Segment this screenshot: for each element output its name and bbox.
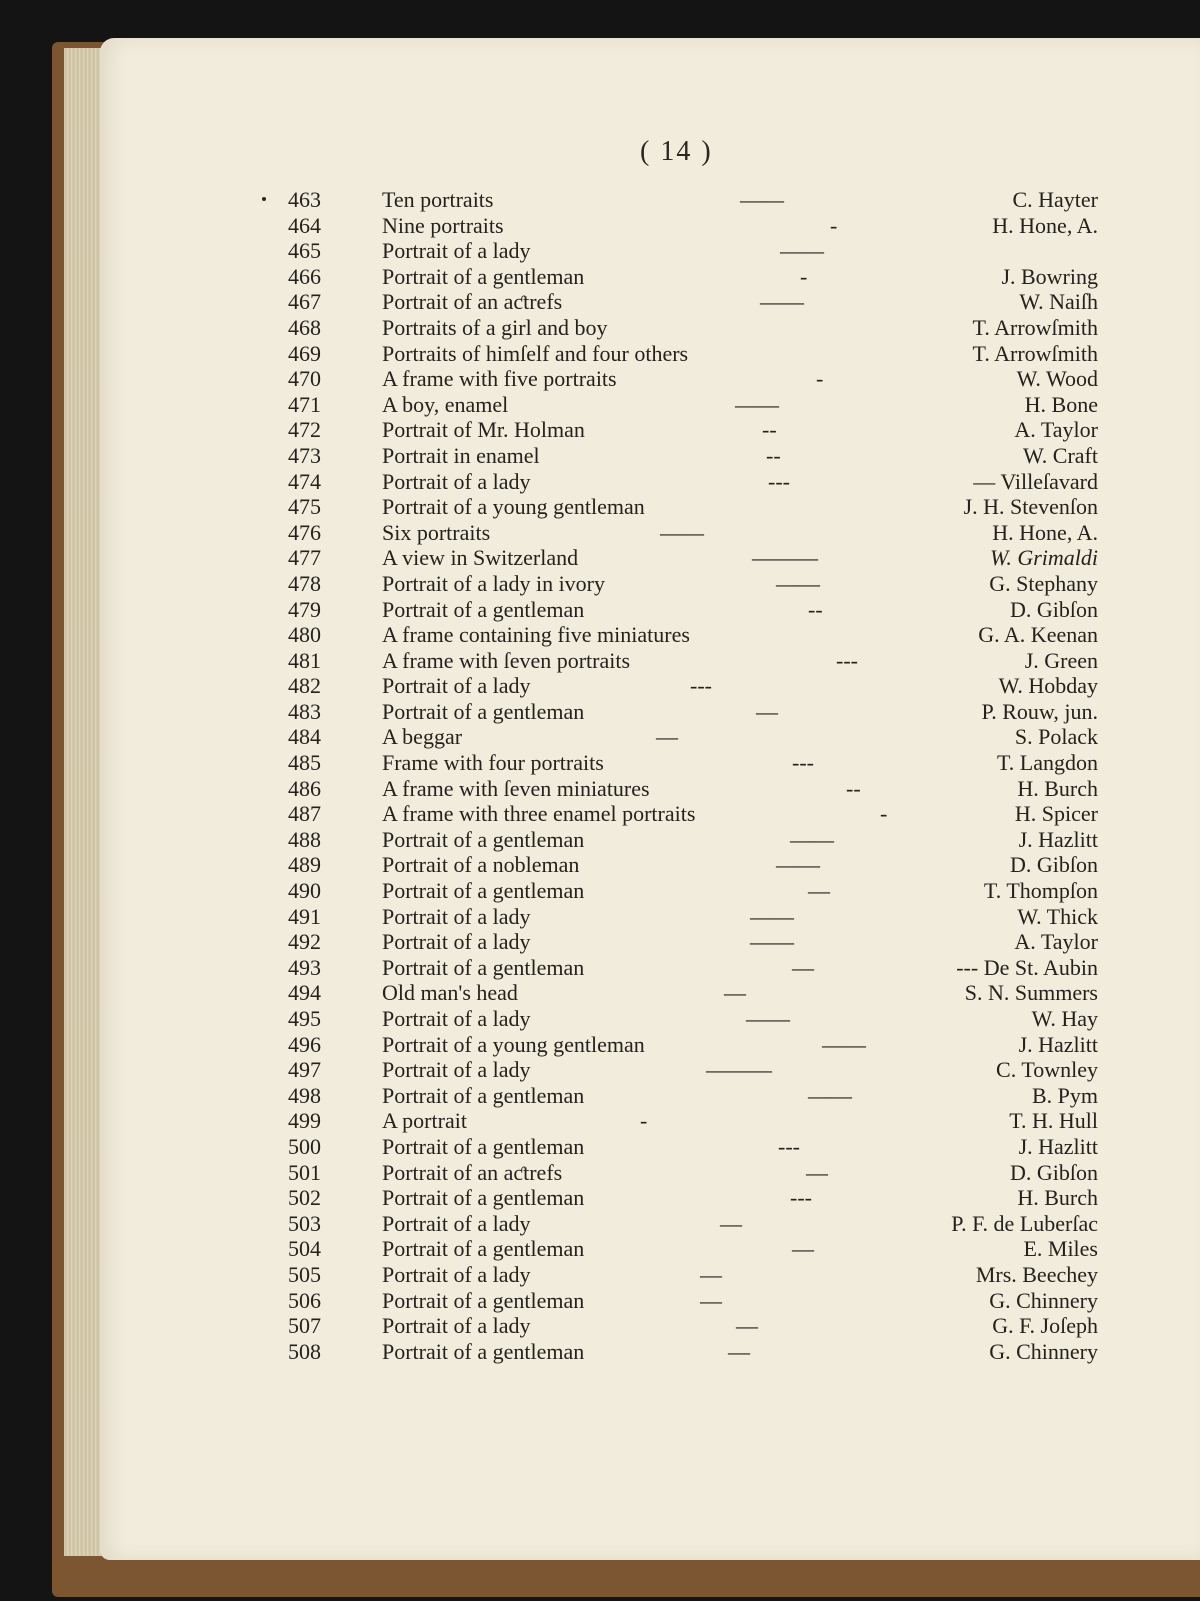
entry-number: 470 <box>288 366 321 392</box>
catalogue-entry <box>0 1288 1200 1314</box>
leader-dash: —— <box>760 289 804 315</box>
entry-number: 466 <box>288 263 321 289</box>
catalogue-entry <box>0 622 1200 648</box>
entry-title: A portrait <box>382 1108 467 1134</box>
entry-artist: --- De St. Aubin <box>956 954 1098 980</box>
leader-dash: —— <box>808 1082 852 1108</box>
entry-artist: T. Thompſon <box>983 878 1098 904</box>
catalogue-entry <box>0 1134 1200 1160</box>
leader-dash: -- <box>846 775 861 801</box>
entry-number: 475 <box>288 494 321 520</box>
leader-dash: — <box>656 724 678 750</box>
entry-title: Six portraits <box>382 519 491 545</box>
leader-dash: — <box>792 954 814 980</box>
page-number: ( 14 ) <box>640 136 713 167</box>
leader-dash: --- <box>690 673 712 699</box>
catalogue-entry <box>0 315 1200 341</box>
entry-number: 477 <box>288 545 321 571</box>
entry-title: Portrait of a lady <box>382 1006 531 1031</box>
entry-number: 479 <box>288 596 321 622</box>
entry-artist: H. Burch <box>1017 775 1098 801</box>
entry-artist: S. N. Summers <box>964 980 1098 1006</box>
entry-number: 489 <box>288 852 321 878</box>
entry-artist: G. A. Keenan <box>978 622 1098 648</box>
entry-title: Portrait of a lady <box>382 929 531 955</box>
entry-title: Portrait of a gentleman <box>382 1338 585 1364</box>
catalogue-entry <box>0 597 1200 623</box>
entry-number: 468 <box>288 314 321 340</box>
entry-title: Portrait of a lady <box>382 903 531 929</box>
entry-artist: H. Burch <box>1017 1185 1098 1211</box>
entry-title: Portrait of a gentleman <box>382 954 585 980</box>
leader-dash: - <box>880 801 888 827</box>
catalogue-entry <box>0 1185 1200 1211</box>
catalogue-entry <box>0 929 1200 955</box>
leader-dash: —— <box>790 826 834 852</box>
entry-number: 474 <box>288 468 321 494</box>
leader-dash: —— <box>735 391 779 417</box>
leader-dash: - <box>800 263 808 289</box>
entry-title: Portraits of himſelf and four others <box>382 340 689 366</box>
entry-artist: T. Arrowſmith <box>972 340 1098 366</box>
leader-dash: --- <box>836 647 858 673</box>
entry-title: Portrait of a lady <box>382 673 531 699</box>
leader-dash: --- <box>778 1133 800 1159</box>
entry-title: Portrait of Mr. Holman <box>382 417 585 443</box>
entry-title: Portrait of a lady <box>382 468 531 494</box>
entry-number: 480 <box>288 622 321 648</box>
entry-artist: W. Wood <box>1016 366 1098 392</box>
leader-dash: — <box>756 698 778 724</box>
catalogue-entry <box>0 1339 1200 1365</box>
leader-dash: — <box>806 1159 828 1185</box>
entry-title: Portrait of a gentleman <box>382 596 585 622</box>
catalogue-entry <box>0 801 1200 827</box>
entry-title: Portrait in enamel <box>382 442 540 468</box>
entry-number: 508 <box>288 1338 321 1364</box>
entry-number: 498 <box>288 1082 321 1108</box>
catalogue-entry <box>0 494 1200 520</box>
entry-artist: W. Naiſh <box>1019 289 1098 315</box>
entry-artist: T. Langdon <box>996 750 1098 776</box>
entry-number: 482 <box>288 673 321 699</box>
entry-artist: — Villeſavard <box>973 468 1098 494</box>
entry-number: 494 <box>288 980 321 1006</box>
leader-dash: — <box>700 1261 722 1287</box>
entry-title: A frame with ſeven portraits <box>382 647 631 673</box>
entry-title: Old man's head <box>382 980 518 1006</box>
entry-number: 469 <box>288 340 321 366</box>
entry-title: A frame with five portraits <box>382 366 617 392</box>
catalogue-entry <box>0 1032 1200 1058</box>
catalogue-entry <box>0 852 1200 878</box>
entry-number: 473 <box>288 442 321 468</box>
leader-dash: -- <box>766 442 781 468</box>
entry-artist: H. Hone, A. <box>992 519 1098 545</box>
entry-number: 472 <box>288 417 321 443</box>
entry-title: Portraits of a girl and boy <box>382 314 608 340</box>
leader-dash: -- <box>762 417 777 443</box>
catalogue-entry <box>0 392 1200 418</box>
entry-title: Portrait of a young gentleman <box>382 494 645 520</box>
entry-number: 502 <box>288 1185 321 1211</box>
catalogue-entry <box>0 417 1200 443</box>
entry-title: Portrait of a gentleman <box>382 826 585 852</box>
entry-title: Portrait of a lady <box>382 1210 531 1236</box>
entry-title: Portrait of a gentleman <box>382 1185 585 1211</box>
entry-title: A view in Switzerland <box>382 545 579 571</box>
catalogue-entry <box>0 1083 1200 1109</box>
entry-title: Nine portraits <box>382 212 504 238</box>
entry-artist: W. Craft <box>1023 442 1098 468</box>
leader-dash: —— <box>780 238 824 264</box>
entry-artist: C. Hayter <box>1012 187 1098 212</box>
entry-artist: J. Bowring <box>1001 263 1098 289</box>
entry-number: 484 <box>288 724 321 750</box>
entry-artist: W. Hay <box>1031 1006 1098 1031</box>
entry-artist: P. F. de Luberſac <box>951 1210 1098 1236</box>
entry-title: Portrait of a gentleman <box>382 1133 585 1159</box>
entry-artist: B. Pym <box>1031 1082 1098 1108</box>
entry-number: 478 <box>288 570 321 596</box>
catalogue-entry <box>0 213 1200 239</box>
catalogue-entry <box>0 1160 1200 1186</box>
leader-dash: --- <box>768 468 790 494</box>
entry-number: 505 <box>288 1261 321 1287</box>
leader-dash: --- <box>790 1185 812 1211</box>
catalogue-entry <box>0 699 1200 725</box>
entry-number: 495 <box>288 1006 321 1031</box>
entry-number: 471 <box>288 391 321 417</box>
leader-dash: — <box>700 1287 722 1313</box>
entry-artist: D. Gibſon <box>1010 852 1098 878</box>
entry-title: Portrait of a gentleman <box>382 263 585 289</box>
leader-dash: —— <box>750 929 794 955</box>
entry-artist: T. H. Hull <box>1009 1108 1098 1134</box>
catalogue-entry <box>0 1236 1200 1262</box>
catalogue-entry <box>0 1057 1200 1083</box>
entry-title: A beggar <box>382 724 463 750</box>
entry-number: 464 <box>288 212 321 238</box>
leader-dash: - <box>640 1108 648 1134</box>
entry-artist: W. Grimaldi <box>990 545 1098 571</box>
entry-number: 491 <box>288 903 321 929</box>
catalogue-entry <box>0 1211 1200 1237</box>
entry-number: 465 <box>288 238 321 264</box>
entry-artist: E. Miles <box>1023 1236 1098 1262</box>
leader-dash: —— <box>776 570 820 596</box>
entry-title: A frame containing five miniatures <box>382 622 690 648</box>
entry-number: 500 <box>288 1133 321 1159</box>
entry-title: A boy, enamel <box>382 391 509 417</box>
catalogue-entry <box>0 673 1200 699</box>
entry-title: Portrait of a lady <box>382 1313 531 1339</box>
entry-number: 506 <box>288 1287 321 1313</box>
entry-artist: J. H. Stevenſon <box>963 494 1098 520</box>
entry-number: 487 <box>288 801 321 827</box>
leader-dash: -- <box>808 596 823 622</box>
entry-title: A frame with ſeven miniatures <box>382 775 650 801</box>
leader-dash: — <box>720 1210 742 1236</box>
catalogue-entry <box>0 520 1200 546</box>
catalogue-entry <box>0 571 1200 597</box>
entry-title: Portrait of a gentleman <box>382 1082 585 1108</box>
entry-artist: W. Thick <box>1017 903 1098 929</box>
leader-dash: - <box>816 366 824 392</box>
entry-title: Portrait of a gentleman <box>382 698 585 724</box>
entry-title: Portrait of a lady <box>382 1057 531 1083</box>
entry-artist: H. Hone, A. <box>992 212 1098 238</box>
entry-artist: P. Rouw, jun. <box>981 698 1098 724</box>
catalogue-entry <box>0 264 1200 290</box>
entry-artist: J. Hazlitt <box>1018 1133 1098 1159</box>
leader-dash: — <box>808 878 830 904</box>
entry-number: 485 <box>288 750 321 776</box>
entry-number: 483 <box>288 698 321 724</box>
entry-artist: C. Townley <box>996 1057 1098 1083</box>
catalogue-entry <box>0 980 1200 1006</box>
catalogue-entry <box>0 1108 1200 1134</box>
entry-number: 490 <box>288 878 321 904</box>
leader-dash: —— <box>822 1031 866 1057</box>
entry-title: Portrait of a lady <box>382 1261 531 1287</box>
catalogue-entry <box>0 289 1200 315</box>
entry-artist: G. Stephany <box>989 570 1098 596</box>
entry-artist: H. Bone <box>1024 391 1098 417</box>
leader-dash: —— <box>660 519 704 545</box>
entry-artist: G. Chinnery <box>989 1338 1098 1364</box>
catalogue-entry <box>0 545 1200 571</box>
catalogue-entry <box>0 238 1200 264</box>
leader-dash: ——— <box>752 545 818 571</box>
entry-number: 503 <box>288 1210 321 1236</box>
entry-title: Portrait of a young gentleman <box>382 1031 645 1057</box>
leader-dash: — <box>728 1338 750 1364</box>
entry-artist: S. Polack <box>1014 724 1098 750</box>
entry-artist: W. Hobday <box>998 673 1098 699</box>
catalogue-entry <box>0 469 1200 495</box>
catalogue-entry <box>0 187 1200 213</box>
entry-title: Portrait of a gentleman <box>382 1287 585 1313</box>
entry-artist: G. Chinnery <box>989 1287 1098 1313</box>
entry-artist: H. Spicer <box>1014 801 1098 827</box>
entry-number: 497 <box>288 1057 321 1083</box>
entry-number: 463 <box>288 187 321 212</box>
entry-title: Frame with four portraits <box>382 750 604 776</box>
catalogue-entry <box>0 827 1200 853</box>
entry-title: Portrait of a lady in ivory <box>382 570 606 596</box>
entry-artist: D. Gibſon <box>1010 1159 1098 1185</box>
entry-title: Portrait of a gentleman <box>382 1236 585 1262</box>
catalogue-entry <box>0 1313 1200 1339</box>
entry-title: Portrait of a lady <box>382 238 531 264</box>
catalogue-entry <box>0 1262 1200 1288</box>
entry-artist: T. Arrowſmith <box>972 314 1098 340</box>
catalogue-entry <box>0 443 1200 469</box>
entry-title: A frame with three enamel portraits <box>382 801 696 827</box>
leader-dash: — <box>792 1236 814 1262</box>
leader-dash: — <box>724 980 746 1006</box>
entry-artist: G. F. Joſeph <box>992 1313 1098 1339</box>
entry-number: 492 <box>288 929 321 955</box>
leader-dash: —— <box>746 1006 790 1031</box>
catalogue-entry <box>0 648 1200 674</box>
leader-dash: —— <box>750 903 794 929</box>
leader-dash: - <box>830 212 838 238</box>
leader-dash: ——— <box>706 1057 772 1083</box>
entry-number: 476 <box>288 519 321 545</box>
catalogue-entry <box>0 724 1200 750</box>
entry-number: 493 <box>288 954 321 980</box>
entry-title: Portrait of a nobleman <box>382 852 580 878</box>
leader-dash: --- <box>792 750 814 776</box>
entry-number: 467 <box>288 289 321 315</box>
entry-artist: J. Green <box>1024 647 1098 673</box>
leader-dash: —— <box>776 852 820 878</box>
catalogue-entry <box>0 904 1200 930</box>
entry-title: Ten portraits <box>382 187 494 212</box>
leader-dash: — <box>736 1313 758 1339</box>
catalogue-list <box>0 187 1200 1364</box>
entry-title: Portrait of an aƈtrefs <box>382 289 563 315</box>
catalogue-entry <box>0 955 1200 981</box>
catalogue-entry <box>0 776 1200 802</box>
entry-number: 496 <box>288 1031 321 1057</box>
entry-number: 481 <box>288 647 321 673</box>
entry-number: 501 <box>288 1159 321 1185</box>
catalogue-entry <box>0 878 1200 904</box>
entry-number: 507 <box>288 1313 321 1339</box>
entry-artist: J. Hazlitt <box>1018 1031 1098 1057</box>
entry-artist: D. Gibſon <box>1010 596 1098 622</box>
entry-number: 486 <box>288 775 321 801</box>
entry-artist: Mrs. Beechey <box>975 1261 1098 1287</box>
catalogue-entry <box>0 366 1200 392</box>
catalogue-entry <box>0 341 1200 367</box>
entry-title: Portrait of an aƈtrefs <box>382 1159 563 1185</box>
leader-dash: —— <box>740 187 784 212</box>
entry-artist: A. Taylor <box>1014 929 1098 955</box>
entry-number: 504 <box>288 1236 321 1262</box>
entry-number: 488 <box>288 826 321 852</box>
entry-title: Portrait of a gentleman <box>382 878 585 904</box>
entry-number: 499 <box>288 1108 321 1134</box>
catalogue-entry <box>0 750 1200 776</box>
entry-artist: A. Taylor <box>1014 417 1098 443</box>
entry-artist: J. Hazlitt <box>1018 826 1098 852</box>
catalogue-entry <box>0 1006 1200 1032</box>
